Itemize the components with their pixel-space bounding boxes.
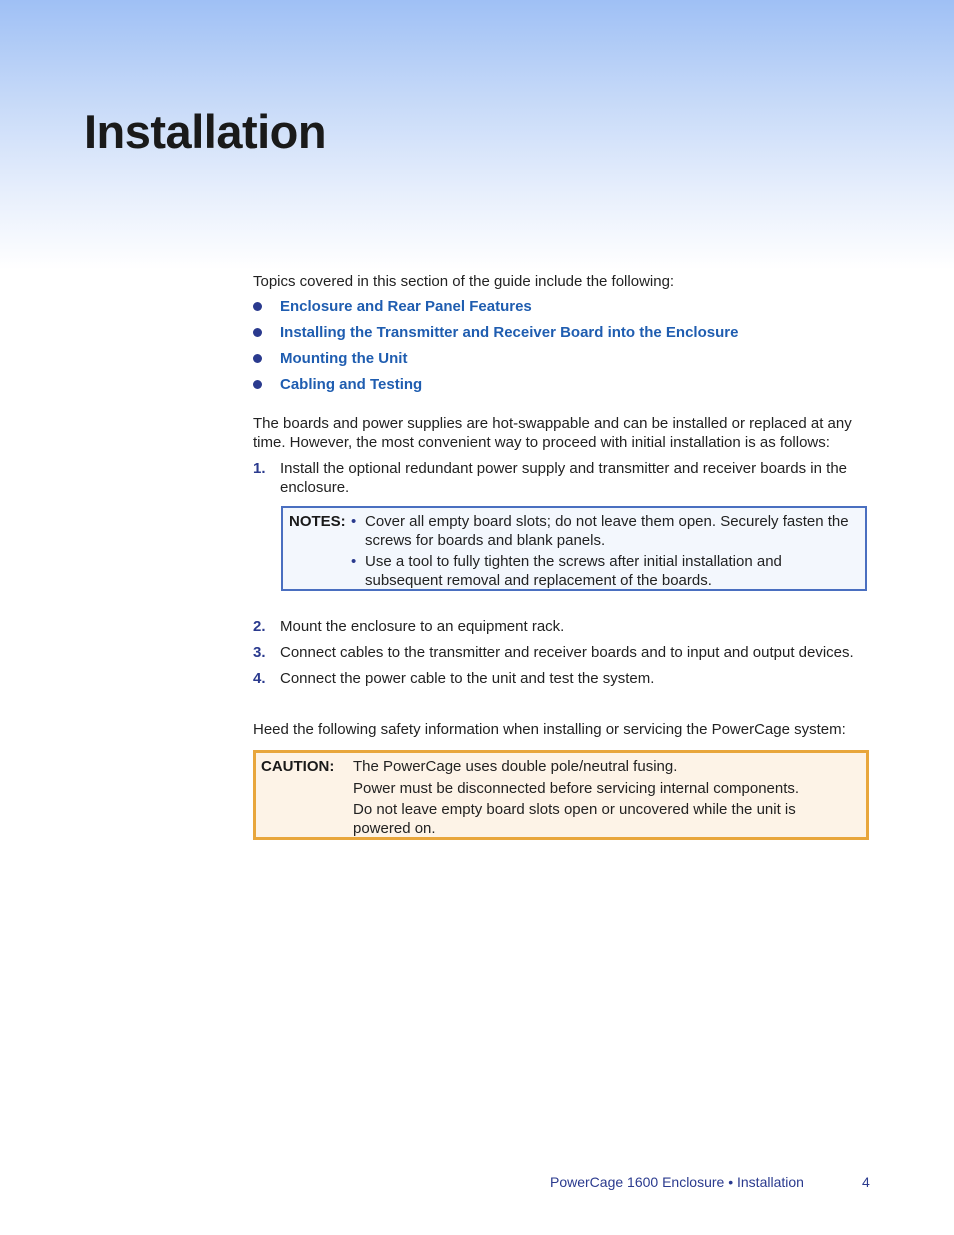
hot-swap-paragraph: The boards and power supplies are hot-swappable and can be installed or replaced at any time. However, the most convenient way to proceed with initial installation is as follows: <box>253 415 852 451</box>
note-bullet-icon: • <box>351 553 357 570</box>
step-text: Connect cables to the transmitter and receiver boards and to input and output devices. <box>280 644 854 661</box>
intro-text: Topics covered in this section of the guide include the following: <box>253 273 675 290</box>
step-text: Mount the enclosure to an equipment rack. <box>280 618 565 635</box>
step-number: 4. <box>253 670 266 687</box>
topic-link-mounting[interactable]: Mounting the Unit <box>253 349 738 375</box>
notes-box <box>281 506 867 591</box>
bullet-icon <box>253 302 262 311</box>
step-3 <box>253 643 869 662</box>
caution-line: Power must be disconnected before servicing internal components. <box>353 780 800 797</box>
topics-list <box>253 297 738 401</box>
step-2 <box>253 617 869 636</box>
bullet-icon <box>253 380 262 389</box>
step-text: Install the optional redundant power supply and transmitter and receiver boards in the enclosure. <box>280 460 848 496</box>
topic-link-installing-boards[interactable]: Installing the Transmitter and Receiver Board into the Enclosure <box>253 323 738 349</box>
caution-label: CAUTION: <box>261 758 335 775</box>
step-text: Connect the power cable to the unit and test the system. <box>280 670 655 687</box>
notes-label: NOTES: <box>289 513 346 530</box>
step-number: 2. <box>253 618 266 635</box>
step-number: 1. <box>253 460 266 477</box>
caution-box <box>253 750 869 840</box>
note-text: Cover all empty board slots; do not leave them open. Securely fasten the screws for boards and blank panels. <box>365 513 849 549</box>
step-number: 3. <box>253 644 266 661</box>
note-item <box>351 512 851 550</box>
caution-line: Do not leave empty board slots open or uncovered while the unit is powered on. <box>353 801 796 837</box>
topic-link-cabling[interactable]: Cabling and Testing <box>253 375 738 401</box>
step-1 <box>253 459 869 497</box>
note-bullet-icon: • <box>351 513 357 530</box>
bullet-icon <box>253 328 262 337</box>
step-4 <box>253 669 869 688</box>
footer-title: PowerCage 1600 Enclosure • Installation <box>550 1174 804 1190</box>
page-title: Installation <box>84 105 327 158</box>
bullet-icon <box>253 354 262 363</box>
caution-line: The PowerCage uses double pole/neutral fusing. <box>353 758 678 775</box>
topic-link-enclosure[interactable]: Enclosure and Rear Panel Features <box>253 297 738 323</box>
safety-intro: Heed the following safety information when installing or servicing the PowerCage system: <box>253 721 846 738</box>
note-text: Use a tool to fully tighten the screws after initial installation and subsequent removal and replacement of the boards. <box>365 553 782 589</box>
page-number: 4 <box>862 1174 870 1190</box>
note-item <box>351 552 851 590</box>
